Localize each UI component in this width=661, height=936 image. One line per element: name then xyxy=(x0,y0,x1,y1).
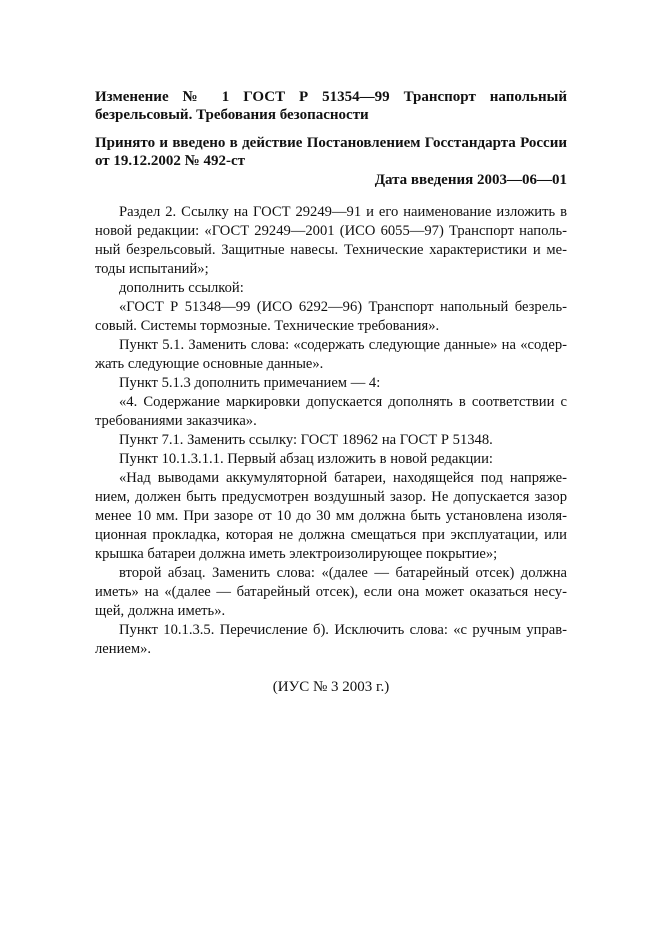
document-page xyxy=(95,88,567,711)
paragraph-second-abzac: второй абзац. Заменить слова: «(далее — батарейный отсек) должна иметь» на «(далее — батарейный отсек), если она может оказаться несущей, должна иметь». xyxy=(95,565,567,619)
paragraph-note-4: «4. Содержание маркировки допускается дополнять в соответствии с требованиями заказчика». xyxy=(95,394,567,429)
paragraph-section-2: Раздел 2. Ссылку на ГОСТ 29249—91 и его наименование изложить в новой редакции: «ГОСТ 29249—2001 (ИСО 6055—97) Транспорт напольный безрельсовый. Защитные навесы. Технические характеристики и методы испытаний»; xyxy=(95,204,567,277)
ius-reference: (ИУС № 3 2003 г.) xyxy=(272,679,390,695)
paragraph-clause-10-1-3-1-1: Пункт 10.1.3.1.1. Первый абзац изложить в новой редакции: xyxy=(119,451,493,467)
paragraph-gost-51348: «ГОСТ Р 51348—99 (ИСО 6292—96) Транспорт напольный безрельсовый. Системы тормозные. Технические требования». xyxy=(95,299,567,334)
document-title: Изменение № 1 ГОСТ Р 51354—99 Транспорт напольный безрельсовый. Требования безопасности xyxy=(95,89,567,123)
paragraph-clause-7-1: Пункт 7.1. Заменить ссылку: ГОСТ 18962 на ГОСТ Р 51348. xyxy=(119,432,493,448)
paragraph-add-reference: дополнить ссылкой: xyxy=(119,280,244,296)
paragraph-clause-5-1-3: Пункт 5.1.3 дополнить примечанием — 4: xyxy=(119,375,381,391)
adoption-statement: Принято и введено в действие Постановлением Госстандарта России от 19.12.2002 № 492-ст xyxy=(95,135,567,169)
effective-date: Дата введения 2003—06—01 xyxy=(374,172,567,188)
amendment-body xyxy=(95,203,567,659)
paragraph-clause-10-1-3-5: Пункт 10.1.3.5. Перечисление б). Исключить слова: «с ручным управлением». xyxy=(95,622,567,657)
paragraph-clause-5-1: Пункт 5.1. Заменить слова: «содержать следующие данные» на «содержать следующие основные данные». xyxy=(95,337,567,372)
paragraph-battery-terminals: «Над выводами аккумуляторной батареи, находящейся под напряжением, должен быть предусмотрен воздушный зазор. Не допускается зазор менее 10 мм. При зазоре от 10 до 30 мм должна быть установлена изоляционная прокладка, которая не должна смещаться при эксплуатации, или крышка батареи должна иметь электроизолирующее покрытие»; xyxy=(95,470,567,562)
